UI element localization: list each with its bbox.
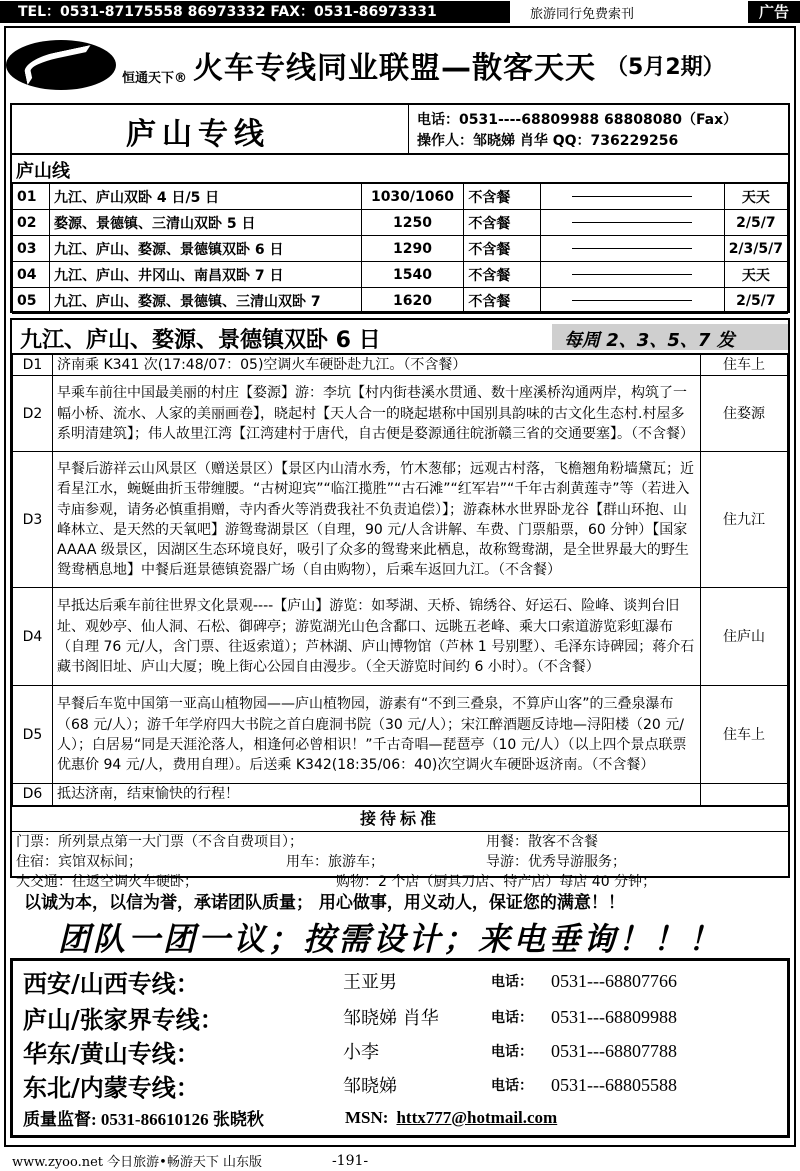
route-blank — [541, 288, 724, 314]
line-tel: 0531---68805588 — [551, 1074, 677, 1095]
lushan-routes-box — [10, 103, 790, 313]
day-label: D5 — [13, 686, 53, 784]
line-name: 东北/内蒙专线： — [23, 1072, 200, 1102]
route-price: 1620 — [361, 288, 464, 314]
route-meal: 不含餐 — [464, 262, 541, 288]
table-row — [13, 184, 788, 210]
route-id: 02 — [13, 210, 50, 236]
ad-tag: 广告 — [748, 1, 800, 23]
standard-hotel: 住宿：宾馆双标间； — [16, 853, 142, 870]
table-row — [13, 588, 788, 686]
issue-label: （5月2期） — [606, 54, 725, 80]
quality-row — [23, 1105, 557, 1130]
footer — [0, 1150, 800, 1171]
motto: 团队一团一议；按需设计；来电垂询！！！ — [58, 920, 724, 958]
day-label: D4 — [13, 588, 53, 686]
route-price: 1030/1060 — [361, 184, 464, 210]
standards-title: 接待标准 — [12, 806, 788, 832]
route-id: 05 — [13, 288, 50, 314]
table-row — [13, 376, 788, 452]
day-label: D2 — [13, 376, 53, 452]
route-name: 婺源、景德镇、三清山双卧 5 日 — [49, 210, 361, 236]
standard-ticket: 门票：所列景点第一大门票（不含自费项目）； — [16, 833, 303, 850]
lushan-title: 庐山专线 — [12, 105, 409, 153]
route-price: 1540 — [361, 262, 464, 288]
line-item — [23, 1001, 677, 1033]
route-days: 2/5/7 — [724, 288, 787, 314]
route-days: 天天 — [724, 262, 787, 288]
standard-car: 用车：旅游车； — [286, 853, 384, 870]
alliance-title: 火车专线同业联盟—散客天天 — [193, 51, 597, 86]
route-name: 九江、庐山双卧 4 日/5 日 — [49, 184, 361, 210]
table-row — [13, 452, 788, 588]
quality-label: 质量监督: 0531-86610126 张晓秋 — [23, 1110, 264, 1129]
route-meal: 不含餐 — [464, 184, 541, 210]
company-logo-icon — [6, 40, 116, 90]
lushan-contact — [409, 105, 788, 153]
itinerary-box — [10, 318, 790, 890]
line-tel: 0531---68809988 — [551, 1006, 677, 1027]
table-row — [13, 288, 788, 314]
day-stay: 住车上 — [701, 686, 788, 784]
route-days: 天天 — [724, 184, 787, 210]
header — [6, 32, 788, 98]
route-name: 九江、庐山、婺源、景德镇双卧 6 日 — [49, 236, 361, 262]
line-name: 庐山/张家界专线： — [23, 1004, 224, 1034]
lushan-section-label: 庐山线 — [12, 155, 788, 183]
route-table — [12, 183, 788, 314]
itinerary-schedule: 每周 2、3、5、7 发 — [552, 324, 788, 350]
top-slogan: 旅游同行免费索刊 — [530, 6, 635, 22]
route-meal: 不含餐 — [464, 236, 541, 262]
lushan-operator: 操作人：邹晓娣 肖华 QQ：736229256 — [417, 133, 679, 149]
day-stay: 住九江 — [701, 452, 788, 588]
day-desc: 早抵达后乘车前往世界文化景观----【庐山】游览：如琴湖、天桥、锦绣谷、好运石、险峰、谈判台旧址、观妙亭、仙人洞、石松、御碑亭；游览湖光山色含鄱口、远眺五老峰、乘大口索道游览彩虹瀑布（自理 76 元/人，含门票、往返索道）；芦林湖、庐山博物馆（芦林 1 号别墅）、毛泽东诗碑园；蒋介石藏书阁旧址、庐山大厦；晚上街心公园自由漫步。（全天游览时间约 6 小时）。（不含餐） — [53, 588, 701, 686]
line-person: 邹晓娣 肖华 — [343, 1008, 439, 1029]
day-label: D1 — [13, 355, 53, 376]
route-price: 1250 — [361, 210, 464, 236]
day-desc: 济南乘 K341 次(17:48/07：05)空调火车硬卧赴九江。（不含餐） — [53, 355, 701, 376]
standard-transport: 大交通：往返空调火车硬卧； — [16, 873, 198, 890]
footer-site: www.zyoo.net 今日旅游•畅游天下 山东版 — [12, 1155, 262, 1170]
table-row — [13, 262, 788, 288]
top-bar — [0, 0, 800, 24]
lushan-phone: 电话：0531----68809988 68808080（Fax） — [417, 112, 738, 128]
line-tel-label: 电话： — [491, 1010, 533, 1026]
route-days: 2/3/5/7 — [724, 236, 787, 262]
route-id: 03 — [13, 236, 50, 262]
standards-row — [12, 852, 788, 872]
route-blank — [541, 184, 724, 210]
day-desc: 早乘车前往中国最美丽的村庄【婺源】游：李坑【村内街巷溪水贯通、数十座溪桥沟通两岸，构筑了一幅小桥、流水、人家的美丽画卷】，晓起村【天人合一的晓起堪称中国别具韵味的古文化生态村.村屋多系明清建筑】；伟人故里江湾【江湾建村于唐代，自古便是婺源通往皖浙赣三省的交通要塞】。（不含餐） — [53, 376, 701, 452]
page-number: -191- — [331, 1152, 369, 1169]
pledge: 以诚为本，以信为誉，承诺团队质量； 用心做事，用义动人，保证您的满意！！ — [24, 893, 625, 913]
route-meal: 不含餐 — [464, 288, 541, 314]
day-desc: 早餐后游祥云山风景区（赠送景区）【景区内山清水秀，竹木葱郁；远观古村落，飞檐翘角粉墙黛瓦；近看星江水，蜿蜒曲折玉带缠腰。“古树迎宾”“临江揽胜”“古石滩”“红军岩”“千年古刹黄莲寺”等（若进入寺庙参观，请务必慎重捐赠，寺内香火等消费我社不负责追偿）】；游森林水世界卧龙谷【群山环抱、山峰林立、是天然的天氧吧】游鸳鸯湖景区（自理，90 元/人含讲解、车费、门票船票，60 分钟）【国家 AAAA 级景区，因湖区生态环境良好，吸引了众多的鸳鸯来此栖息，故称鸳鸯湖，是全世界最大的野生鸳鸯栖息地】中餐后逛景德镇瓷器广场（自由购物），后乘车返回九江。（不含餐） — [53, 452, 701, 588]
lines-box — [10, 958, 790, 1138]
line-person: 王亚男 — [343, 972, 397, 993]
line-tel-label: 电话： — [491, 1078, 533, 1094]
route-blank — [541, 210, 724, 236]
itinerary-title: 九江、庐山、婺源、景德镇双卧 6 日 — [20, 328, 381, 353]
day-stay: 住婺源 — [701, 376, 788, 452]
standards-row — [12, 832, 788, 852]
standard-shopping: 购物：2 个店（厨具刀店、特产店）每店 40 分钟； — [336, 873, 657, 890]
day-desc: 早餐后车览中国第一亚高山植物园——庐山植物园，游素有“不到三叠泉，不算庐山客”的三叠泉瀑布（68 元/人）；游千年学府四大书院之首白鹿洞书院（30 元/人）；宋江醉酒题反诗地—浔阳楼（20 元/人）；白居易“同是天涯沦落人，相逢何必曾相识！”千古奇唱—琵琶亭（10 元/人）（以上四个景点联票优惠价 94 元/人，费用自理）。后送乘 K342(18:35/06：40)次空调火车硬卧返济南。（不含餐） — [53, 686, 701, 784]
route-id: 01 — [13, 184, 50, 210]
standard-guide: 导游：优秀导游服务； — [486, 853, 626, 870]
line-name: 华东/黄山专线： — [23, 1038, 200, 1068]
route-blank — [541, 262, 724, 288]
route-id: 04 — [13, 262, 50, 288]
day-stay — [701, 784, 788, 805]
msn-link[interactable]: httx777@hotmail.com — [396, 1107, 558, 1127]
line-item — [23, 1035, 677, 1067]
line-item — [23, 965, 677, 997]
line-tel-label: 电话： — [491, 974, 533, 990]
table-row — [13, 236, 788, 262]
day-desc: 抵达济南，结束愉快的行程！ — [53, 784, 701, 805]
table-row — [13, 210, 788, 236]
line-item — [23, 1069, 677, 1101]
line-name: 西安/山西专线： — [23, 968, 200, 998]
line-tel: 0531---68807766 — [551, 970, 677, 991]
route-days: 2/5/7 — [724, 210, 787, 236]
day-label: D6 — [13, 784, 53, 805]
table-row — [13, 686, 788, 784]
day-label: D3 — [13, 452, 53, 588]
route-name: 九江、庐山、井冈山、南昌双卧 7 日 — [49, 262, 361, 288]
route-meal: 不含餐 — [464, 210, 541, 236]
itinerary-table — [12, 354, 788, 806]
standard-meal: 用餐：散客不含餐 — [486, 833, 598, 850]
msn-label: MSN: — [345, 1107, 389, 1127]
route-blank — [541, 236, 724, 262]
day-stay: 住车上 — [701, 355, 788, 376]
table-row — [13, 355, 788, 376]
line-tel: 0531---68807788 — [551, 1040, 677, 1061]
day-stay: 住庐山 — [701, 588, 788, 686]
route-name: 九江、庐山、婺源、景德镇、三清山双卧 7 — [49, 288, 361, 314]
table-row — [13, 784, 788, 805]
line-person: 邹晓娣 — [343, 1076, 397, 1097]
line-tel-label: 电话： — [491, 1044, 533, 1060]
logo-text: 恒通天下® — [122, 70, 188, 86]
line-person: 小李 — [343, 1042, 379, 1063]
route-price: 1290 — [361, 236, 464, 262]
top-contact: TEL：0531-87175558 86973332 FAX：0531-86973331 — [0, 1, 510, 23]
